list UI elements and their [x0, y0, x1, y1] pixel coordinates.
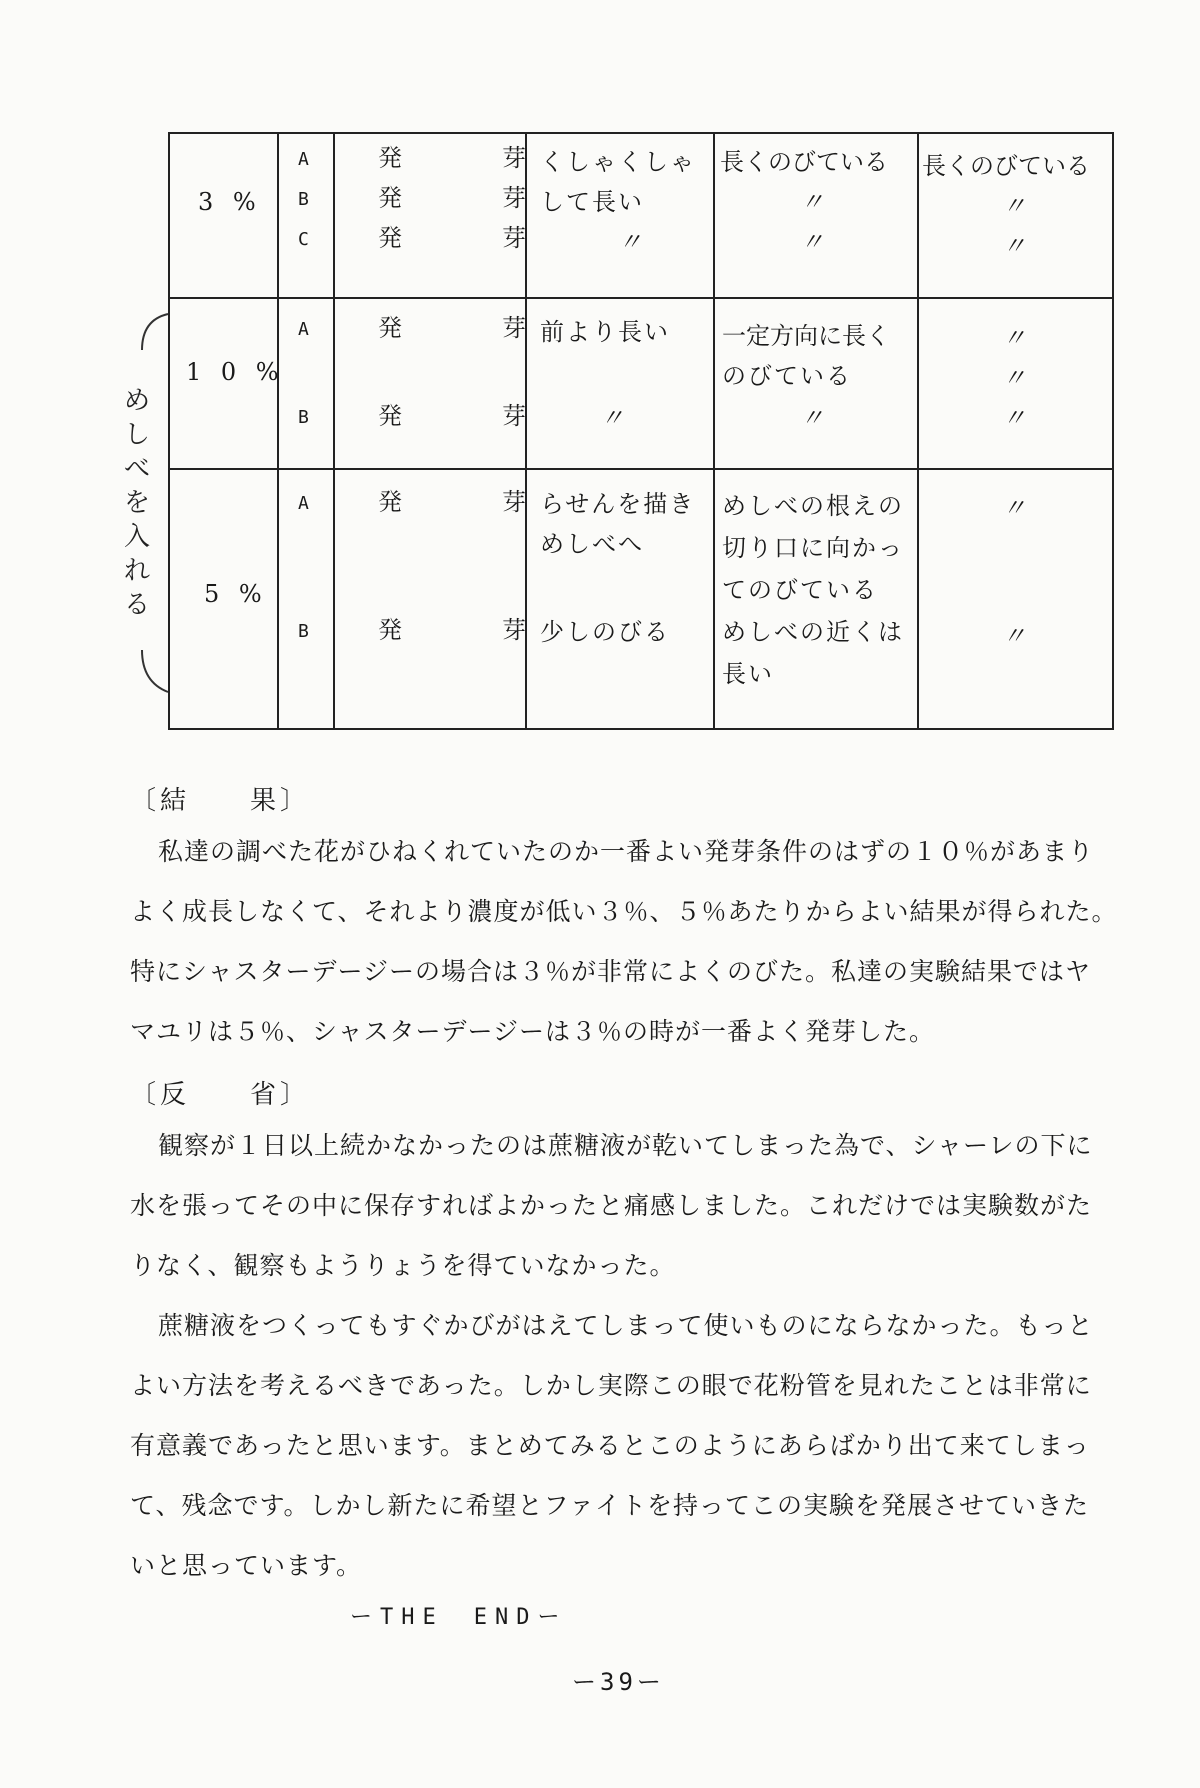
row-3pct-label-c: C	[298, 229, 311, 250]
row-3pct-germ-a: 発 芽	[378, 144, 564, 172]
results-line: マユリは５％、シャスターデージーは３％の時が一番よく発芽した。	[130, 1017, 936, 1046]
results-line: よく成長しなくて、それより濃度が低い３％、５％あたりからよい結果が得られた。	[130, 897, 1118, 926]
row-5pct-label-b: B	[298, 621, 311, 642]
row-10pct-col4-ditto: 〃	[600, 404, 626, 432]
reflection-line: 観察が１日以上続かなかったのは蔗糖液が乾いてしまった為で、シャーレの下に	[158, 1131, 1093, 1160]
row-10pct-germ-a: 発 芽	[378, 314, 564, 342]
row-5pct-germ-b: 発 芽	[378, 616, 564, 644]
row-3pct-label-b: B	[298, 189, 311, 210]
row-3pct-germ-c: 発 芽	[378, 224, 564, 252]
row-5pct-col6-ditto1: 〃	[1002, 494, 1028, 522]
row-10pct-label-b: B	[298, 407, 311, 428]
row-10pct-label-a: A	[298, 319, 311, 340]
results-line: 私達の調べた花がひねくれていたのか一番よい発芽条件のはずの１０％があまり	[158, 837, 1095, 866]
row-3pct-label-a: A	[298, 149, 311, 170]
row-10pct-col4-line1: 前より長い	[540, 318, 670, 346]
row-5pct-col5-line2: 切り口に向かっ	[722, 534, 904, 562]
row-5pct-col5-line5: 長い	[722, 660, 774, 688]
row-5pct-col5-line1: めしべの根えの	[722, 492, 904, 520]
row-5pct-col4-line3: 少しのびる	[540, 618, 670, 646]
reflection-line: て、残念です。しかし新たに希望とファイトを持ってこの実験を発展させていきた	[130, 1491, 1090, 1520]
row-5pct-col4-line1: らせんを描き	[540, 490, 696, 518]
row-3pct-col4-line2: して長い	[540, 188, 644, 216]
row-5pct-concentration: 5 %	[204, 580, 268, 608]
row-3pct-col5-ditto2: 〃	[800, 228, 826, 256]
row-3pct-col4-ditto: 〃	[618, 228, 644, 256]
reflection-heading: 〔反 省〕	[130, 1080, 311, 1110]
results-paragraph	[130, 822, 1118, 1062]
reflection-line: 蔗糖液をつくってもすぐかびがはえてしまって使いものにならなかった。もっと	[158, 1311, 1094, 1340]
row-3pct-col6-line1: 長くのびている	[922, 152, 1090, 180]
page-number: ー39ー	[572, 1668, 665, 1696]
row-10pct-col6-ditto1: 〃	[1002, 324, 1028, 352]
side-label-insert-pistil: め し べ を 入 れ る	[123, 386, 150, 620]
row-10pct-germ-b: 発 芽	[378, 402, 564, 430]
row-10pct-col5-line1: 一定方向に長く	[722, 322, 890, 350]
row-3pct-col6-ditto1: 〃	[1002, 192, 1028, 220]
row-5pct-col5-line3: てのびている	[722, 576, 878, 604]
reflection-paragraph-2	[130, 1296, 1110, 1596]
row-10pct-col5-line2: のびている	[722, 362, 852, 390]
row-10pct-col6-ditto3: 〃	[1002, 404, 1028, 432]
row-5pct-col5-line4: めしべの近くは	[722, 618, 904, 646]
reflection-paragraph-1	[130, 1116, 1110, 1296]
reflection-line: りなく、観察もようりょうを得ていなかった。	[130, 1251, 676, 1280]
row-3pct-col4-line1: くしゃくしゃ	[540, 148, 696, 176]
row-3pct-col6-ditto2: 〃	[1002, 232, 1028, 260]
row-10pct-col5-ditto: 〃	[800, 404, 826, 432]
reflection-line: 有意義であったと思います。まとめてみるとこのようにあらばかり出て来てしまっ	[130, 1431, 1090, 1460]
results-heading: 〔結 果〕	[130, 786, 311, 816]
row-5pct-germ-a: 発 芽	[378, 488, 564, 516]
row-5pct-col4-line2: めしべへ	[540, 530, 644, 558]
row-10pct-concentration: 1 0 %	[186, 358, 285, 386]
reflection-line: いと思っています。	[130, 1551, 363, 1580]
the-end-mark: ーTHE ENDー	[350, 1605, 568, 1630]
row-3pct-germ-b: 発 芽	[378, 184, 564, 212]
row-10pct-col6-ditto2: 〃	[1002, 364, 1028, 392]
row-5pct-col6-ditto2: 〃	[1002, 622, 1028, 650]
reflection-line: 水を張ってその中に保存すればよかったと痛感しました。これだけでは実験数がた	[130, 1191, 1093, 1220]
row-3pct-col5-ditto1: 〃	[800, 188, 826, 216]
row-3pct-concentration: 3 %	[198, 188, 262, 216]
row-5pct-label-a: A	[298, 493, 311, 514]
results-line: 特にシャスターデージーの場合は３％が非常によくのびた。私達の実験結果ではヤ	[130, 957, 1092, 986]
row-3pct-col5-line1: 長くのびている	[720, 148, 888, 176]
germination-table	[168, 132, 1114, 730]
reflection-line: よい方法を考えるべきであった。しかし実際この眼で花粉管を見れたことは非常に	[130, 1371, 1092, 1400]
